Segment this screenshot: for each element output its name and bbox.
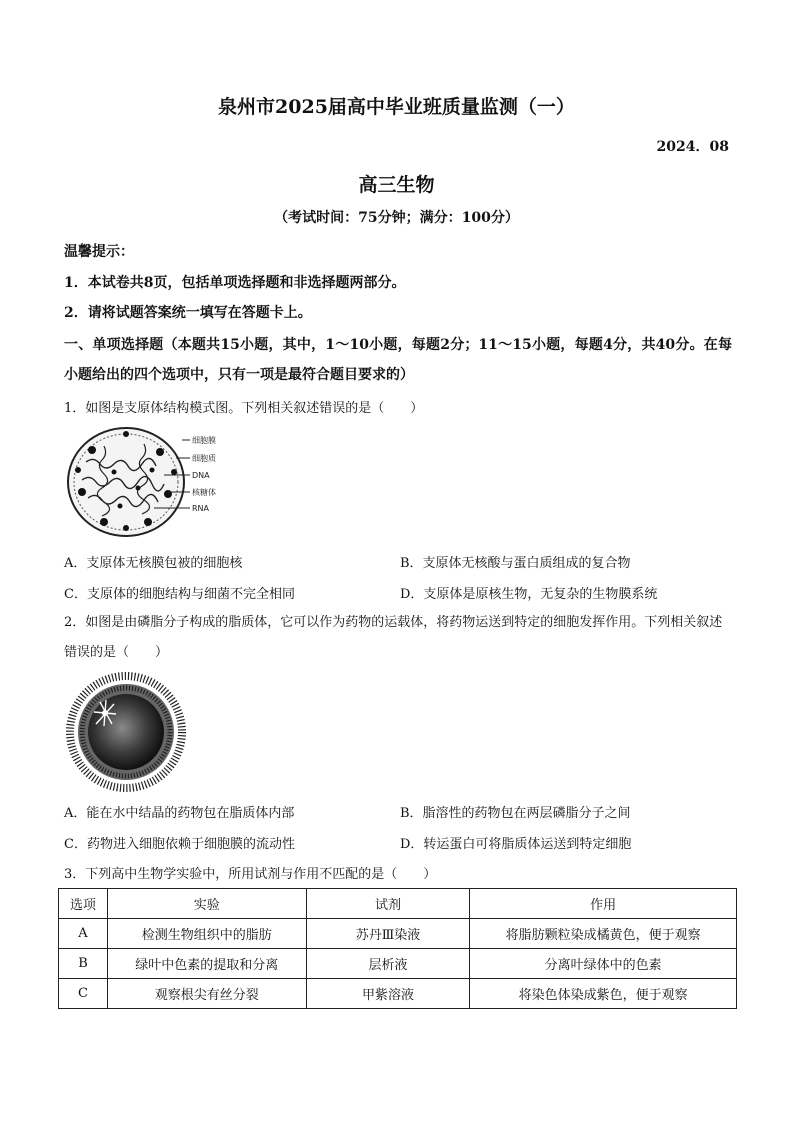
tip-item-1: 1．本试卷共8页，包括单项选择题和非选择题两部分。	[64, 275, 406, 291]
q1-stem: 1．如图是支原体结构模式图。下列相关叙述错误的是（ ）	[64, 401, 424, 416]
label-ribosome: 核糖体	[192, 488, 216, 497]
table-cell: 检测生物组织中的脂肪	[107, 919, 306, 949]
q1-option-a: A．支原体无核膜包被的细胞核	[64, 556, 243, 571]
q1-option-d: D．支原体是原核生物，无复杂的生物膜系统	[400, 587, 658, 602]
table-cell: 绿叶中色素的提取和分离	[107, 949, 306, 979]
label-cytoplasm: 细胞质	[192, 454, 216, 463]
col-header-option: 选项	[59, 889, 108, 919]
table-cell: 甲紫溶液	[306, 979, 470, 1009]
exam-date: 2024．08	[656, 139, 729, 155]
q1-option-c: C．支原体的细胞结构与细菌不完全相同	[64, 587, 295, 602]
col-header-reagent: 试剂	[306, 889, 470, 919]
tips-heading: 温馨提示：	[64, 244, 134, 260]
label-cell-membrane: 细胞膜	[192, 436, 216, 445]
q2-option-a: A．能在水中结晶的药物包在脂质体内部	[64, 806, 295, 821]
q2-stem: 2．如图是由磷脂分子构成的脂质体，它可以作为药物的运载体，将药物运送到特定的细胞发挥作用。下列相关叙述错误的是（ ）	[64, 615, 723, 660]
q3-stem: 3．下列高中生物学实验中，所用试剂与作用不匹配的是（ ）	[64, 867, 437, 882]
mycoplasma-figure	[64, 422, 229, 540]
table-row	[59, 919, 737, 949]
q3-table	[58, 888, 737, 1009]
table-cell: 层析液	[306, 949, 470, 979]
col-header-function: 作用	[470, 889, 737, 919]
table-row	[59, 979, 737, 1009]
table-row	[59, 949, 737, 979]
table-cell: A	[59, 919, 108, 949]
q2-option-b: B．脂溶性的药物包在两层磷脂分子之间	[400, 806, 631, 821]
q1-option-b: B．支原体无核酸与蛋白质组成的复合物	[400, 556, 631, 571]
exam-info: （考试时间：75分钟；满分：100分）	[274, 210, 519, 226]
table-cell: 苏丹Ⅲ染液	[306, 919, 470, 949]
subject-title: 高三生物	[358, 174, 435, 196]
table-cell: 观察根尖有丝分裂	[107, 979, 306, 1009]
table-cell: C	[59, 979, 108, 1009]
table-cell: 将染色体染成紫色，便于观察	[470, 979, 737, 1009]
label-rna: RNA	[192, 504, 210, 513]
table-cell: B	[59, 949, 108, 979]
table-cell: 将脂肪颗粒染成橘黄色，便于观察	[470, 919, 737, 949]
table-cell: 分离叶绿体中的色素	[470, 949, 737, 979]
q2-option-c: C．药物进入细胞依赖于细胞膜的流动性	[64, 837, 295, 852]
section-heading: 一、单项选择题（本题共15小题，其中，1～10小题，每题2分；11～15小题，每题4分，共40分。在每小题给出的四个选项中，只有一项是最符合题目要求的）	[64, 337, 732, 383]
table-header-row	[59, 889, 737, 919]
liposome-figure	[64, 672, 189, 792]
exam-title: 泉州市2025届高中毕业班质量监测（一）	[218, 96, 575, 118]
label-dna: DNA	[192, 471, 210, 480]
tip-item-2: 2．请将试题答案统一填写在答题卡上。	[64, 305, 312, 321]
q2-option-d: D．转运蛋白可将脂质体运送到特定细胞	[400, 837, 632, 852]
col-header-experiment: 实验	[107, 889, 306, 919]
